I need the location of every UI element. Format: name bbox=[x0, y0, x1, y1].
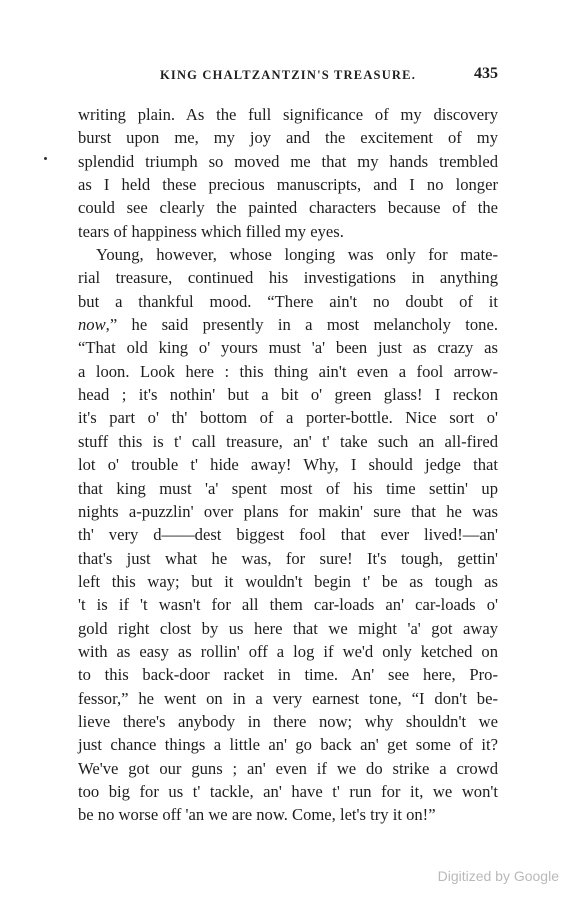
text-line: rial treasure, continued his investigations in anything bbox=[78, 268, 498, 288]
text-line: be no worse off 'an we are now. Come, let's try it on!” bbox=[78, 805, 436, 825]
text-line: now,” he said presently in a most melancholy tone. bbox=[78, 315, 498, 335]
text-line: that king must 'a' spent most of his time settin' up bbox=[78, 478, 498, 498]
emphasis-now: now bbox=[78, 315, 106, 335]
text-line: “That old king o' yours must 'a' been just as crazy as bbox=[78, 338, 498, 358]
text-line: with as easy as rollin' off a log if we'd only ketched on bbox=[78, 641, 498, 661]
text-line: burst upon me, my joy and the excitement of my bbox=[78, 128, 498, 148]
text-line: gold right clost by us here that we might 'a' got away bbox=[78, 618, 498, 638]
text-line: just chance things a little an' go back an' get some of it? bbox=[78, 735, 498, 755]
text-line: 't is if 't wasn't for all them car-loads an' car-loads o' bbox=[78, 595, 498, 615]
text-line: Young, however, whose longing was only for mate- bbox=[96, 245, 498, 265]
text-line: as I held these precious manuscripts, and I no longer bbox=[78, 175, 498, 195]
text-line: that's just what he was, for sure! It's tough, gettin' bbox=[78, 548, 498, 568]
text-line: could see clearly the painted characters because of the bbox=[78, 198, 498, 218]
text-line: too big for us t' tackle, an' have t' run for it, we won't bbox=[78, 781, 498, 801]
text-line: splendid triumph so moved me that my hands trembled bbox=[78, 151, 498, 171]
text-line: head ; it's nothin' but a bit o' green glass! I reckon bbox=[78, 385, 498, 405]
text-line: left this way; but it wouldn't begin t' be as tough as bbox=[78, 571, 498, 591]
text-line: stuff this is t' call treasure, an' t' take such an all-fired bbox=[78, 431, 498, 451]
margin-mark bbox=[44, 157, 47, 160]
text-line: fessor,” he went on in a very earnest tone, “I don't be- bbox=[78, 688, 498, 708]
running-title: KING CHALTZANTZIN'S TREASURE. bbox=[159, 68, 417, 82]
text-line: it's part o' th' bottom of a porter-bottle. Nice sort o' bbox=[78, 408, 498, 428]
text-line: to this back-door racket in time. An' see here, Pro- bbox=[78, 665, 498, 685]
text-line: but a thankful mood. “There ain't no doubt of it bbox=[78, 291, 498, 311]
text-line: We've got our guns ; an' even if we do strike a crowd bbox=[78, 758, 498, 778]
text-line: writing plain. As the full significance of my discovery bbox=[78, 105, 498, 124]
text-line: lot o' trouble t' hide away! Why, I should jedge that bbox=[78, 455, 498, 475]
watermark: Digitized by Google bbox=[437, 868, 559, 884]
running-head bbox=[78, 64, 498, 84]
text-line: nights a-puzzlin' over plans for makin' sure that he was bbox=[78, 501, 498, 521]
body-text bbox=[78, 103, 498, 827]
text-line: th' very d——dest biggest fool that ever lived!—an' bbox=[78, 525, 498, 545]
page-number: 435 bbox=[474, 65, 498, 82]
text-line: a loon. Look here : this thing ain't even a fool arrow- bbox=[78, 361, 498, 381]
text-line: lieve there's anybody in there now; why shouldn't we bbox=[78, 711, 498, 731]
text-line: tears of happiness which filled my eyes. bbox=[78, 221, 344, 241]
